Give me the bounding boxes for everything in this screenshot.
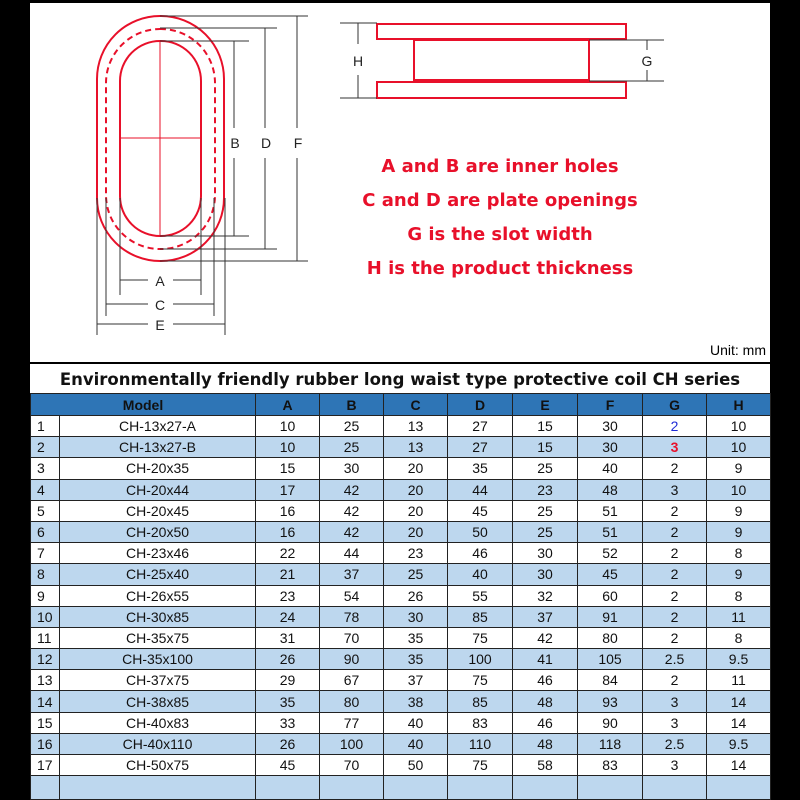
header-h: H [707, 394, 771, 416]
row-number: 6 [31, 521, 60, 542]
cell-d: 35 [448, 458, 513, 479]
cell-h: 10 [707, 479, 771, 500]
cell-e: 15 [513, 416, 578, 437]
cell-e: 41 [513, 649, 578, 670]
cell-a: 31 [256, 627, 320, 648]
cell-e: 23 [513, 479, 578, 500]
cell-f: 30 [578, 437, 643, 458]
cell-g: 2 [643, 606, 707, 627]
cell-c: 20 [384, 521, 448, 542]
cell-e: 58 [513, 755, 578, 776]
cell-f: 40 [578, 458, 643, 479]
cell-b: 70 [320, 755, 384, 776]
cell-e: 42 [513, 627, 578, 648]
cell-h: 9 [707, 564, 771, 585]
model-cell: CH-38x85 [60, 691, 256, 712]
spec-table [30, 393, 771, 800]
header-g: G [643, 394, 707, 416]
cell-d: 110 [448, 733, 513, 754]
empty-cell [320, 776, 384, 800]
row-number: 11 [31, 627, 60, 648]
cell-d: 40 [448, 564, 513, 585]
cell-c: 20 [384, 479, 448, 500]
cell-a: 17 [256, 479, 320, 500]
cell-c: 30 [384, 606, 448, 627]
header-model: Model [31, 394, 256, 416]
empty-cell [384, 776, 448, 800]
header-f: F [578, 394, 643, 416]
row-number: 16 [31, 733, 60, 754]
row-number: 17 [31, 755, 60, 776]
cell-d: 46 [448, 543, 513, 564]
cell-b: 42 [320, 479, 384, 500]
empty-cell [643, 776, 707, 800]
cell-a: 15 [256, 458, 320, 479]
row-number: 10 [31, 606, 60, 627]
cell-a: 21 [256, 564, 320, 585]
model-cell: CH-25x40 [60, 564, 256, 585]
cell-c: 35 [384, 627, 448, 648]
product-spec-sheet [30, 0, 770, 800]
cell-f: 52 [578, 543, 643, 564]
cell-b: 37 [320, 564, 384, 585]
header-a: A [256, 394, 320, 416]
cell-e: 46 [513, 670, 578, 691]
cell-a: 16 [256, 521, 320, 542]
cell-g: 2 [643, 458, 707, 479]
cell-b: 42 [320, 521, 384, 542]
cell-e: 48 [513, 691, 578, 712]
header-c: C [384, 394, 448, 416]
header-e: E [513, 394, 578, 416]
cell-d: 27 [448, 416, 513, 437]
cell-b: 42 [320, 500, 384, 521]
cell-f: 91 [578, 606, 643, 627]
cell-b: 25 [320, 437, 384, 458]
cell-f: 48 [578, 479, 643, 500]
cell-g: 2 [643, 500, 707, 521]
model-cell: CH-20x45 [60, 500, 256, 521]
cell-c: 23 [384, 543, 448, 564]
caption-c-d: C and D are plate openings [362, 190, 638, 211]
cell-f: 45 [578, 564, 643, 585]
cell-b: 30 [320, 458, 384, 479]
cell-f: 84 [578, 670, 643, 691]
cell-f: 93 [578, 691, 643, 712]
table-row [31, 585, 771, 606]
row-number: 12 [31, 649, 60, 670]
cell-g: 3 [643, 479, 707, 500]
cell-d: 85 [448, 606, 513, 627]
cell-c: 13 [384, 437, 448, 458]
cell-g: 3 [643, 712, 707, 733]
cell-f: 30 [578, 416, 643, 437]
cell-b: 67 [320, 670, 384, 691]
model-cell: CH-20x44 [60, 479, 256, 500]
cell-c: 13 [384, 416, 448, 437]
table-header-row [31, 394, 771, 416]
row-number: 2 [31, 437, 60, 458]
cell-a: 45 [256, 755, 320, 776]
empty-cell [256, 776, 320, 800]
cell-d: 75 [448, 670, 513, 691]
model-cell: CH-23x46 [60, 543, 256, 564]
cell-g: 2 [643, 564, 707, 585]
cell-g: 2 [643, 585, 707, 606]
cell-c: 40 [384, 712, 448, 733]
cell-d: 100 [448, 649, 513, 670]
cell-e: 30 [513, 564, 578, 585]
front-view-drawing [97, 16, 308, 335]
cell-d: 44 [448, 479, 513, 500]
cell-h: 11 [707, 670, 771, 691]
empty-cell [448, 776, 513, 800]
cell-f: 51 [578, 500, 643, 521]
cell-a: 35 [256, 691, 320, 712]
cell-c: 26 [384, 585, 448, 606]
table-row [31, 670, 771, 691]
table-body [31, 416, 771, 800]
cell-d: 83 [448, 712, 513, 733]
cell-h: 9 [707, 500, 771, 521]
cell-e: 32 [513, 585, 578, 606]
table-row [31, 606, 771, 627]
cell-f: 105 [578, 649, 643, 670]
label-c: C [154, 297, 166, 313]
label-e: E [155, 317, 165, 333]
cell-d: 75 [448, 627, 513, 648]
table-row [31, 479, 771, 500]
cell-g: 2 [643, 627, 707, 648]
cell-b: 100 [320, 733, 384, 754]
cell-h: 9.5 [707, 733, 771, 754]
cell-e: 46 [513, 712, 578, 733]
row-number: 7 [31, 543, 60, 564]
cell-c: 40 [384, 733, 448, 754]
cell-b: 77 [320, 712, 384, 733]
cell-a: 16 [256, 500, 320, 521]
side-view-drawing [340, 23, 664, 98]
row-number: 1 [31, 416, 60, 437]
model-cell: CH-37x75 [60, 670, 256, 691]
cell-f: 60 [578, 585, 643, 606]
cell-h: 8 [707, 585, 771, 606]
cell-d: 45 [448, 500, 513, 521]
cell-a: 24 [256, 606, 320, 627]
row-number: 8 [31, 564, 60, 585]
table-row [31, 564, 771, 585]
cell-h: 11 [707, 606, 771, 627]
section-divider [30, 362, 770, 364]
cell-g: 3 [643, 755, 707, 776]
cell-a: 10 [256, 437, 320, 458]
table-row [31, 649, 771, 670]
header-b: B [320, 394, 384, 416]
cell-c: 38 [384, 691, 448, 712]
caption-h: H is the product thickness [366, 258, 634, 279]
model-cell: CH-13x27-A [60, 416, 256, 437]
label-a: A [155, 273, 165, 289]
empty-cell [707, 776, 771, 800]
model-cell: CH-40x110 [60, 733, 256, 754]
table-row [31, 543, 771, 564]
empty-cell [578, 776, 643, 800]
cell-b: 44 [320, 543, 384, 564]
cell-h: 14 [707, 691, 771, 712]
unit-label: Unit: mm [710, 342, 766, 358]
cell-c: 50 [384, 755, 448, 776]
cell-e: 30 [513, 543, 578, 564]
cell-b: 25 [320, 416, 384, 437]
cell-a: 33 [256, 712, 320, 733]
table-row [31, 733, 771, 754]
row-number: 3 [31, 458, 60, 479]
caption-g: G is the slot width [407, 224, 593, 245]
label-b: B [230, 135, 240, 151]
cell-d: 50 [448, 521, 513, 542]
cell-a: 26 [256, 733, 320, 754]
caption-a-b: A and B are inner holes [381, 156, 619, 177]
cell-h: 9 [707, 521, 771, 542]
dimension-legend [340, 150, 660, 286]
model-cell: CH-26x55 [60, 585, 256, 606]
cell-b: 90 [320, 649, 384, 670]
table-row [31, 712, 771, 733]
cell-c: 35 [384, 649, 448, 670]
cell-f: 118 [578, 733, 643, 754]
table-row [31, 521, 771, 542]
model-cell: CH-20x35 [60, 458, 256, 479]
table-row [31, 437, 771, 458]
header-d: D [448, 394, 513, 416]
cell-h: 14 [707, 712, 771, 733]
row-number: 9 [31, 585, 60, 606]
cell-g: 2.5 [643, 649, 707, 670]
cell-e: 15 [513, 437, 578, 458]
cell-a: 23 [256, 585, 320, 606]
model-cell: CH-50x75 [60, 755, 256, 776]
cell-g: 2 [643, 543, 707, 564]
cell-g: 3 [643, 437, 707, 458]
model-cell: CH-13x27-B [60, 437, 256, 458]
cell-h: 9 [707, 458, 771, 479]
table-row [31, 755, 771, 776]
cell-f: 51 [578, 521, 643, 542]
cell-h: 10 [707, 437, 771, 458]
cell-h: 8 [707, 543, 771, 564]
cell-e: 25 [513, 500, 578, 521]
model-cell: CH-35x75 [60, 627, 256, 648]
model-cell: CH-30x85 [60, 606, 256, 627]
cell-b: 54 [320, 585, 384, 606]
row-number: 5 [31, 500, 60, 521]
cell-c: 20 [384, 500, 448, 521]
cell-d: 75 [448, 755, 513, 776]
cell-f: 90 [578, 712, 643, 733]
row-number: 4 [31, 479, 60, 500]
cell-e: 25 [513, 521, 578, 542]
cell-g: 2 [643, 670, 707, 691]
cell-g: 3 [643, 691, 707, 712]
cell-d: 85 [448, 691, 513, 712]
empty-cell [31, 776, 60, 800]
table-row [31, 416, 771, 437]
label-h: H [352, 53, 364, 69]
empty-cell [60, 776, 256, 800]
cell-a: 29 [256, 670, 320, 691]
cell-a: 10 [256, 416, 320, 437]
empty-row [31, 776, 771, 800]
cell-h: 9.5 [707, 649, 771, 670]
cell-b: 80 [320, 691, 384, 712]
cell-f: 83 [578, 755, 643, 776]
label-f: F [293, 135, 303, 151]
empty-cell [513, 776, 578, 800]
cell-c: 25 [384, 564, 448, 585]
model-cell: CH-40x83 [60, 712, 256, 733]
row-number: 13 [31, 670, 60, 691]
cell-d: 55 [448, 585, 513, 606]
cell-e: 48 [513, 733, 578, 754]
table-row [31, 500, 771, 521]
model-cell: CH-20x50 [60, 521, 256, 542]
cell-g: 2 [643, 521, 707, 542]
row-number: 15 [31, 712, 60, 733]
cell-h: 8 [707, 627, 771, 648]
cell-b: 70 [320, 627, 384, 648]
cell-a: 26 [256, 649, 320, 670]
table-row [31, 627, 771, 648]
table-title: Environmentally friendly rubber long waist type protective coil CH series [59, 370, 741, 389]
cell-g: 2.5 [643, 733, 707, 754]
cell-e: 37 [513, 606, 578, 627]
cell-e: 25 [513, 458, 578, 479]
label-g: G [641, 53, 653, 69]
row-number: 14 [31, 691, 60, 712]
cell-d: 27 [448, 437, 513, 458]
cell-h: 10 [707, 416, 771, 437]
cell-c: 37 [384, 670, 448, 691]
cell-b: 78 [320, 606, 384, 627]
cell-c: 20 [384, 458, 448, 479]
label-d: D [260, 135, 272, 151]
table-row [31, 458, 771, 479]
cell-h: 14 [707, 755, 771, 776]
cell-g: 2 [643, 416, 707, 437]
table-row [31, 691, 771, 712]
cell-a: 22 [256, 543, 320, 564]
model-cell: CH-35x100 [60, 649, 256, 670]
cell-f: 80 [578, 627, 643, 648]
